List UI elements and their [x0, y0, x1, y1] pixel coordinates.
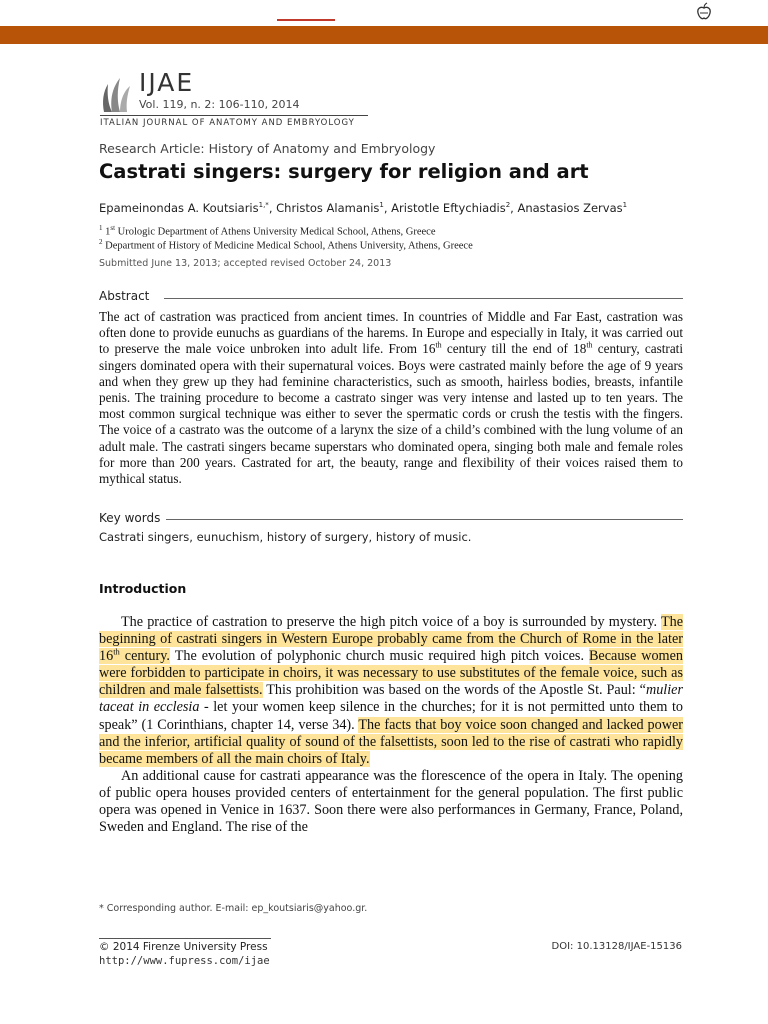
doi: DOI: 10.13128/IJAE-15136: [551, 941, 682, 952]
author-name: Anastasios Zervas: [517, 201, 623, 215]
author-sup: 2: [505, 201, 511, 210]
footer-rule: [99, 938, 271, 939]
journal-rule: [100, 115, 368, 116]
toolbar-underline: [277, 19, 335, 21]
publisher: © 2014 Firenze University Press: [99, 941, 268, 953]
introduction-heading: Introduction: [99, 581, 187, 596]
top-accent-band: [0, 26, 768, 44]
highlight: Because women were forbidden to participate in choirs, it was necessary to use substitutes of the female voice, such as children and male falsettists.: [99, 648, 683, 699]
affiliation-1: $^1$ 1st Urologic Department of Athens University Medical School, Athens, Greece: [99, 224, 436, 238]
abstract-rule: [164, 298, 683, 299]
author-name: Aristotle Eftychiadis: [391, 201, 506, 215]
keywords-text: Castrati singers, eunuchism, history of surgery, history of music.: [99, 530, 472, 544]
author-sup: 1: [379, 201, 384, 210]
paragraph: The practice of castration to preserve the high pitch voice of a boy is surrounded by mystery. The beginning of castrati singers in Western Europe probably came from the Church of Rome in the later 16th century. The evolution of polyphonic church music required high pitch voices. Because women were forbidden to participate in choirs, it was necessary to use substitutes of the female voice, such as children and male falsettists. This prohibition was based on the words of the Apostle St. Paul: “mulier taceat in ecclesia - let your women keep silence in the churches; for it is not permitted unto them to speak” (1 Corinthians, chapter 14, verse 34). The facts that boy voice soon changed and lacked power and the inferior, artificial quality of sound of the falsettists, soon led to the rise of castrati who rapidly became members of all the main choirs of Italy.: [99, 614, 684, 767]
author-list: Epameinondas A. Koutsiaris$^{1,*}$, Christos Alamanis$^1$, Aristotle Eftychiadis$^2$, Anastasios Zervas$^1$: [99, 201, 628, 215]
publisher-link[interactable]: http://www.fupress.com/ijae: [99, 955, 270, 967]
author-sup: 1: [622, 201, 628, 210]
affiliation-2: $^2$ Department of History of Medicine Medical School, Athens University, Athens, Greece: [99, 238, 473, 252]
article-title: Castrati singers: surgery for religion and art: [99, 160, 589, 183]
highlight: The facts that boy voice soon changed and lacked power and the inferior, artificial quality of sound of the falsettists, soon led to the rise of castrati who rapidly became members of all the main choirs of Italy.: [99, 716, 683, 767]
author-name: Christos Alamanis: [276, 201, 380, 215]
abstract-label: Abstract: [99, 289, 150, 303]
journal-volume: Vol. 119, n. 2: 106-110, 2014: [139, 98, 300, 111]
submission-dates: Submitted June 13, 2013; accepted revised October 24, 2013: [99, 258, 392, 269]
keywords-rule: [166, 519, 683, 520]
journal-logo-icon: [100, 74, 132, 114]
corresponding-author-footnote: * Corresponding author. E-mail: ep_koutsiaris@yahoo.gr.: [99, 903, 368, 914]
abstract-text: The act of castration was practiced from ancient times. In countries of Middle and Far East, castration was often done to provide eunuchs as guardians of the harems. In Europe and especially in Italy, it was carried out to preserve the male voice unbroken into adult life. From 16th century till the end of 18th century, castrati singers dominated opera with their supernatural voices. Boys were castrated mainly before the age of 9 years and when they grew up they had feminine characteristics, such as smooth, hairless bodies, breasts, infantile penis. The training procedure to become a castrato singer was very intense and lasted up to ten years. The most common surgical technique was either to sever the spermatic cords or crush the testis with the fingers. The voice of a castrato was the outcome of a larynx the size of a child’s combined with the lung volume of an adult male. The castrati singers became superstars who dominated opera, singing both male and female roles for more than 200 years. Castrated for art, the beauty, range and flexibility of their voices raised them to mythical status.: [99, 309, 683, 487]
apple-icon[interactable]: [694, 2, 714, 22]
author-name: Epameinondas A. Koutsiaris: [99, 201, 259, 215]
introduction-body: [99, 614, 683, 836]
paragraph: An additional cause for castrati appearance was the florescence of the opera in Italy. The opening of public opera houses provided centers of entertainment for the general population. The first public opera was opened in Venice in 1637. Soon there were also performances in Germany, France, Poland, Sweden and England. The rise of the: [99, 767, 683, 836]
keywords-label: Key words: [99, 511, 161, 525]
author-sup: 1,*: [258, 201, 269, 210]
journal-full-name: ITALIAN JOURNAL OF ANATOMY AND EMBRYOLOGY: [100, 118, 355, 128]
highlight: The beginning of castrati singers in Western Europe probably came from the Church of Rome in the later 16th century.: [99, 614, 683, 665]
article-type: Research Article: History of Anatomy and Embryology: [99, 141, 436, 156]
journal-name: IJAE: [139, 68, 195, 97]
